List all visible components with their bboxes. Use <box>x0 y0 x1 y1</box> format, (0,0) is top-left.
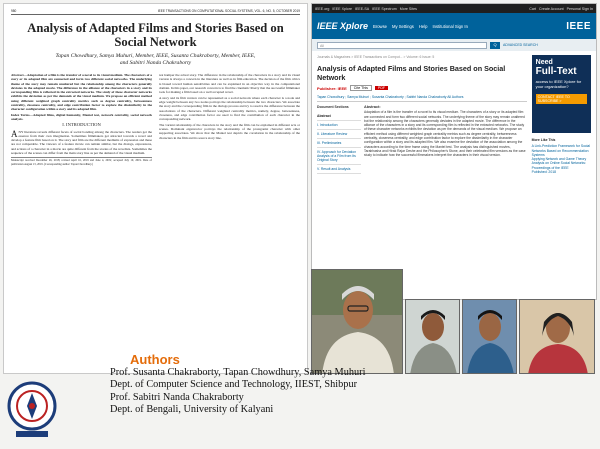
section-link-preliminaries[interactable]: III. Preliminaries <box>317 139 361 148</box>
xplore-logo[interactable]: IEEE Xplore <box>317 21 369 31</box>
authors-line-2: Dept. of Computer Science and Technology, IIEST, Shibpur <box>110 379 358 391</box>
authors-line-1: Prof. Susanta Chakraborty, Tapan Chowdhury, Samya Muhuri <box>110 367 366 378</box>
more-like-heading: More Like This <box>531 138 556 142</box>
search-input[interactable]: All <box>317 42 487 49</box>
paper-authors <box>11 53 300 67</box>
intro-text: NY literature reveals different facets of social bonding among the characters. The readers get the essence from their own imagination. Sometimes filmmakers get attracted towards a novel and develop a feature film based on it. The story and film are the different mediums of expression and these are not comparable. The viewers of a feature movie can remain similar, but the dialogs, expressions, and actions of a character in a movie are quite different from the stories of the novelists. Sometimes the sequence of the scenes can differ from the main story line as per the demand of the visual medium. <box>11 129 152 155</box>
paper-first-page <box>3 3 308 374</box>
search-button[interactable]: Q <box>490 42 500 49</box>
paper-columns <box>11 73 300 166</box>
xplore-topbar <box>312 4 596 13</box>
paper-column-left <box>11 73 152 166</box>
paper-title: Analysis of Adapted Films and Stories Based on Social Network <box>27 21 284 49</box>
intro-heading: I. INTRODUCTION <box>62 122 101 128</box>
more-like-item[interactable]: Applying Network and Game Theory Analysis on Online Social Networks: Proceedings of the IEEE <box>531 157 587 170</box>
section-link-results[interactable]: V. Result and Analysis <box>317 165 361 174</box>
section-link-introduction[interactable]: I. Introduction <box>317 121 361 130</box>
abstract-label: Abstract: <box>364 105 381 109</box>
create-account-link[interactable]: Create Account <box>539 6 564 11</box>
institute-logo <box>6 380 58 440</box>
page-number: 980 <box>11 9 17 13</box>
pdf-button[interactable]: PDF <box>375 86 388 90</box>
paper-authors-line1: Tapan Chowdhury, Samya Muhuri, Member, IEEE, Susanta Chakraborty, Member, IEEE, <box>55 53 256 59</box>
more-like-this <box>532 138 591 174</box>
running-header <box>11 9 300 15</box>
dropcap: A <box>11 128 18 139</box>
intro-paragraph <box>11 130 152 156</box>
section-link-literature[interactable]: II. Literature Review <box>317 130 361 139</box>
paper-keywords: Index Terms—Adapted films, digital humanity, Mantel test, network centrality, social network analysis. <box>11 112 152 122</box>
ad-request: access to IEEE Xplore for your organization? <box>535 79 582 89</box>
advanced-search-link[interactable]: ADVANCED SEARCH <box>503 43 538 47</box>
section-link-approach[interactable]: IV. Approach for Deviation Analysis of a Film from Its Original Story <box>317 148 361 165</box>
breadcrumb[interactable]: Journals & Magazines > IEEE Transactions on Comput... > Volume: 6 Issue: 5 <box>317 55 435 59</box>
paper-column-right <box>159 73 300 166</box>
article-title: Analysis of Adapted Films and Stories Based on Social Network <box>317 64 506 82</box>
topbar-item[interactable]: More Sites <box>399 6 417 11</box>
document-sections <box>317 105 361 174</box>
col2-paragraph-1: not hamper the actual story. The difference in the relationship of the characters in a story and its visual version is always a concern in the literature as well as in film education. The decision of the film critics is biased toward human sensitivities and can be explained in an objective way in the computational domain. In this paper, our research concern is to find the cinematic liberty that the successful filmmaker took for making a film based on a well accepted novel. <box>159 73 300 94</box>
paper-authors-line2: and Sabitri Nanda Chakraborty <box>119 60 192 66</box>
nav-browse[interactable]: Browse <box>373 23 387 29</box>
topbar-item[interactable]: IEEE Xplore <box>332 6 352 11</box>
more-like-item[interactable]: A Link-Prediction Framework for Social Networks Based on Recommendation Systems <box>531 144 591 157</box>
xplore-header <box>312 13 596 39</box>
publisher-row <box>317 85 527 91</box>
ieee-logo: IEEE <box>566 20 591 32</box>
more-like-item: Published: 2018 <box>531 170 556 175</box>
topbar-item[interactable]: IEEE Spectrum <box>372 6 397 11</box>
authors-panel <box>110 352 590 417</box>
xplore-body <box>312 51 596 178</box>
cart-link[interactable]: Cart <box>529 6 537 11</box>
document-sections-heading: Document Sections <box>317 105 349 109</box>
ad-need: Need <box>535 59 553 66</box>
ieee-xplore-screenshot <box>311 3 597 300</box>
ad-fulltext: Full-Text <box>535 66 577 77</box>
article-content <box>317 105 527 174</box>
nav-my-settings[interactable]: My Settings <box>392 23 414 29</box>
abstract-panel <box>361 105 527 174</box>
paper-abstract: Abstract—Adaptation of a film is the transfer of a novel to its visual medium. The characters of a story or its adapted film are connected and form two different social networks. The underlying theme of the story may remain unaltered but the relationship among the characters generally deviates in the adapted movie. The difference in the alliance of the characters in a story and its corresponding film is reflected in the extracted networks. The study of these character networks exhibits the deviation as per the demands of the visual medium. We propose an efficient method using different weighted graph centrality metrics such as degree centrality, betweenness centrality, closeness centrality, and edge contribution factor to explore the dissimilarity in the character configuration within a story and its adapted film. <box>11 73 152 111</box>
authors-line-4: Dept. of Bengali, University of Kalyani <box>110 404 274 416</box>
personal-sign-in-link[interactable]: Personal Sign In <box>566 6 593 11</box>
abstract-text: Adaptation of a film is the transfer of a novel to its visual medium. The characters of a story or its adapted film are connected and form two different social networks. The underlying theme of the story may remain unaltered but the relationship among the characters generally deviates in the adapted movie. The difference in the alliance of the characters in a story and its corresponding film is reflected in the extracted networks. The study of these character networks exhibits the deviation as per the demands of the visual medium. We propose an efficient method using different weighted graph centrality metrics such as degree centrality, betweenness centrality, closeness centrality, and edge contribution factor to explore the dissimilarity in the character configuration within a story and its adapted film. We also examine the deviation of the association among the characters according to the time frame using the Mantel test. The analysis has distinguished movies, Tarabhasha and Hirak Rajar Deshe and the Philosopher's Stone, and their celebrated film versions as the case study to indicate how the successful filmmakers interpret the characters in their visual version. <box>364 110 526 158</box>
authors-line-3: Prof. Sabitri Nanda Chakraborty <box>110 391 244 403</box>
col2-paragraph-3: The variant relationship of the characters in the story and the film can be explained in different acts or scenes. Dominant eigenvector portrays the relationship of the protagonist character with other supporting associates. We show that the Mantel test depicts the correlation in the relationship of the characters in the film and its source story line. <box>159 122 300 140</box>
authors-heading: Authors <box>130 352 180 367</box>
cite-this-button[interactable]: Cite This <box>350 85 372 91</box>
xplore-main <box>317 55 527 174</box>
section-link-abstract[interactable]: Abstract <box>317 112 361 121</box>
xplore-sidebar <box>532 55 591 174</box>
journal-header: IEEE TRANSACTIONS ON COMPUTATIONAL SOCIAL SYSTEMS, VOL. 6, NO. 5, OCTOBER 2019 <box>157 9 300 13</box>
ad-contact-button[interactable]: CONTACT IEEE TO SUBSCRIBE > <box>536 94 587 104</box>
publisher-label: Publisher: IEEE <box>317 85 347 91</box>
nav-institutional-sign-in[interactable]: Institutional Sign In <box>432 23 468 29</box>
footnote: Manuscript received December 26, 2018; revised April 16, 2019 and June 4, 2019; accepted July 10, 2019. Date of publication August 13, 2019. (Corresponding author: Tapan Chowdhury.) <box>11 159 152 166</box>
topbar-item[interactable]: IEEE.org <box>315 6 330 11</box>
xplore-search-bar <box>312 39 596 51</box>
fulltext-ad[interactable] <box>532 55 591 133</box>
article-authors[interactable]: Tapan Chowdhury ; Samya Muhuri ; Susanta Chakraborty ; Sabitri Nanda Chakraborty All Authors <box>317 95 527 102</box>
topbar-item[interactable]: IEEE-SA <box>354 6 370 11</box>
col2-paragraph-2: A story and its film version can be represented as a social network where each character is a node and edge weight between any two nodes portrays the relationship between the two characters. We associate the story and the corresponding film in the dialogs process and try to resolve the difference between the associations of the characters. Different weighted centrality metrics, namely, degree, betweenness, closeness, and edge contribution factor are used to find the contribution of each character in the corresponding network. <box>159 95 300 122</box>
nav-help[interactable]: Help <box>418 23 428 29</box>
